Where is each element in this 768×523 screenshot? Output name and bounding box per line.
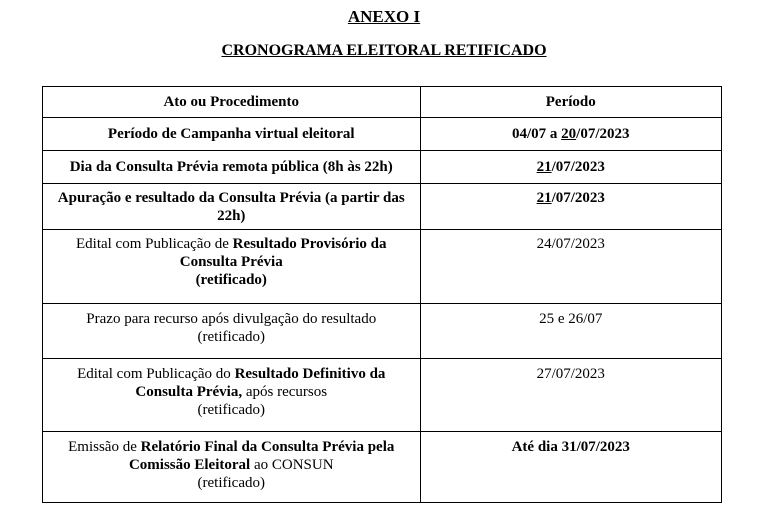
- act-note: (retificado): [197, 402, 265, 418]
- period-cell: [420, 184, 722, 230]
- document-title: CRONOGRAMA ELEITORAL RETIFICADO: [221, 42, 547, 59]
- act-note: (retificado): [197, 329, 265, 345]
- act-note: (retificado): [195, 272, 267, 288]
- period-cell: [420, 230, 722, 304]
- act-note: (retificado): [197, 475, 265, 491]
- period-cell: [420, 432, 722, 503]
- table-row: [43, 432, 722, 503]
- header-act: Ato ou Procedimento: [43, 87, 421, 118]
- act-bold-text: Resultado Definitivo da Consulta Prévia,: [135, 366, 386, 400]
- act-cell: [43, 230, 421, 304]
- act-cell: [43, 184, 421, 230]
- table-header-row: [43, 87, 722, 118]
- act-bold-text: Resultado Provisório da Consulta Prévia: [179, 236, 387, 270]
- act-cell: [43, 432, 421, 503]
- act-text: Edital com Publicação de: [75, 236, 233, 252]
- schedule-table: [42, 86, 722, 503]
- act-cell: [43, 151, 421, 184]
- table-row: [43, 230, 722, 304]
- period-text: 27/07/2023: [536, 366, 605, 382]
- act-bold-text: Relatório Final da Consulta Prévia pela Comissão Eleitoral: [128, 439, 395, 473]
- table-row: [43, 184, 722, 230]
- period-text: 04/07 a 20/07/2023: [511, 126, 630, 142]
- period-text: 24/07/2023: [536, 236, 605, 252]
- period-text: 21/07/2023: [536, 190, 605, 206]
- period-cell: [420, 118, 722, 151]
- table-row: [43, 304, 722, 359]
- act-cell: [43, 118, 421, 151]
- act-text: Emissão de: [68, 439, 141, 455]
- table-row: [43, 359, 722, 432]
- act-text: Dia da Consulta Prévia remota pública (8h às 22h): [69, 159, 393, 175]
- act-cell: [43, 359, 421, 432]
- period-text: 25 e 26/07: [539, 311, 603, 327]
- period-cell: [420, 359, 722, 432]
- act-text-tail: após recursos: [242, 384, 328, 400]
- table-row: [43, 151, 722, 184]
- act-text: Apuração e resultado da Consulta Prévia (a partir das 22h): [57, 190, 405, 224]
- act-text-tail: ao CONSUN: [250, 457, 334, 473]
- annex-heading: ANEXO I: [347, 7, 421, 26]
- period-text: Até dia 31/07/2023: [511, 439, 630, 455]
- period-text: 21/07/2023: [536, 159, 605, 175]
- header-period: Período: [420, 87, 722, 118]
- table-row: [43, 118, 722, 151]
- period-cell: [420, 304, 722, 359]
- act-text: Prazo para recurso após divulgação do resultado: [86, 311, 377, 327]
- act-cell: [43, 304, 421, 359]
- act-text: Período de Campanha virtual eleitoral: [107, 126, 355, 142]
- act-text: Edital com Publicação do: [77, 366, 235, 382]
- period-cell: [420, 151, 722, 184]
